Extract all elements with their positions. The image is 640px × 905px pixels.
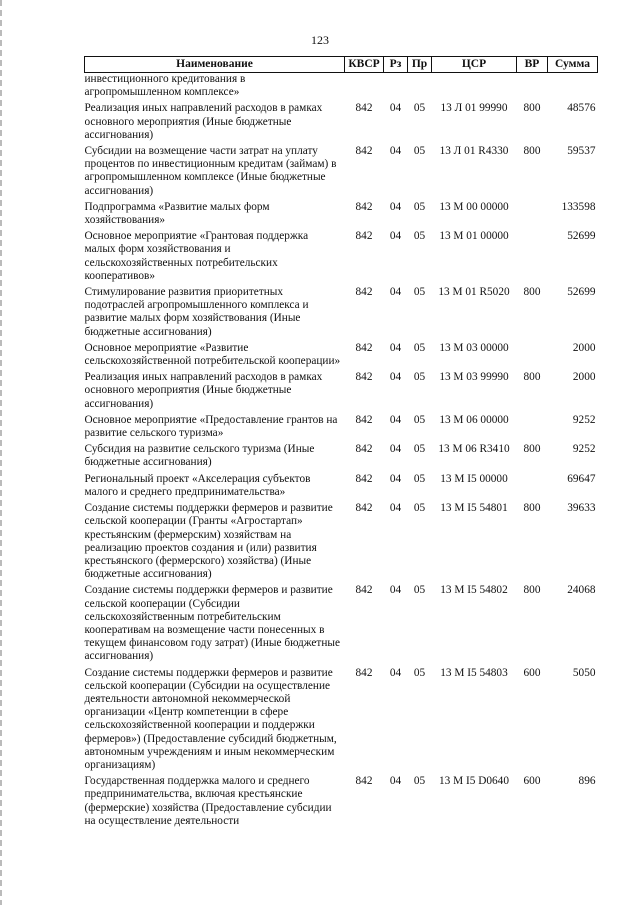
cell-vr (517, 230, 548, 286)
cell-kvsr: 842 (355, 371, 373, 384)
cell-sum: 2000 (572, 371, 596, 384)
cell-sum: 59537 (567, 145, 596, 158)
table-row (85, 667, 598, 776)
cell-pr: 05 (413, 584, 426, 597)
cell-csr: 13 М I5 54802 (440, 584, 508, 597)
cell-csr: 13 М 01 00000 (439, 230, 509, 243)
cell-csr: 13 М 01 R5020 (438, 286, 510, 299)
cell-sum: 9252 (572, 413, 596, 426)
cell-rz: 04 (389, 413, 402, 426)
table-row (85, 230, 598, 286)
cell-kvsr (345, 73, 384, 103)
cell-name: Реализация иных направлений расходов в рамках основного мероприятия (Иные бюджетные ассигнования) (84, 371, 323, 410)
cell-sum: 48576 (567, 102, 596, 115)
cell-rz: 04 (389, 472, 402, 485)
cell-pr: 05 (413, 413, 426, 426)
table-header-row (85, 57, 598, 73)
table-row (85, 775, 598, 831)
cell-kvsr: 842 (355, 443, 373, 456)
cell-sum: 39633 (567, 502, 596, 515)
cell-vr: 800 (523, 102, 541, 115)
header-name: Наименование (85, 57, 345, 73)
cell-sum: 24068 (567, 584, 596, 597)
cell-pr: 05 (413, 775, 426, 788)
table-row (85, 73, 598, 103)
cell-vr: 800 (523, 443, 541, 456)
cell-csr: 13 М 03 99990 (439, 371, 509, 384)
cell-pr: 05 (413, 472, 426, 485)
cell-rz: 04 (389, 443, 402, 456)
cell-kvsr: 842 (355, 413, 373, 426)
cell-name: Основное мероприятие «Развитие сельскохозяйственной потребительской кооперации» (84, 341, 341, 368)
cell-csr: 13 Л 01 99990 (440, 102, 508, 115)
header-pr: Пр (408, 57, 432, 73)
cell-name: Реализация иных направлений расходов в рамках основного мероприятия (Иные бюджетные ассигнования) (84, 102, 323, 141)
cell-sum (548, 73, 598, 103)
cell-sum: 69647 (567, 472, 596, 485)
header-rz: Рз (384, 57, 408, 73)
cell-kvsr: 842 (355, 502, 373, 515)
cell-pr: 05 (413, 371, 426, 384)
cell-pr: 05 (413, 200, 426, 213)
cell-pr: 05 (413, 145, 426, 158)
cell-csr: 13 М 00 00000 (439, 200, 509, 213)
cell-vr (517, 201, 548, 230)
table-row (85, 145, 598, 201)
cell-vr: 600 (523, 666, 541, 679)
header-kvsr: КВСР (345, 57, 384, 73)
cell-sum: 133598 (561, 200, 596, 213)
cell-rz: 04 (389, 341, 402, 354)
cell-pr: 05 (413, 666, 426, 679)
table-row (85, 584, 598, 666)
cell-sum: 52699 (567, 230, 596, 243)
cell-vr (517, 73, 548, 103)
header-sum: Сумма (548, 57, 598, 73)
table-row (85, 201, 598, 230)
cell-rz: 04 (389, 200, 402, 213)
cell-kvsr: 842 (355, 584, 373, 597)
table-row (85, 414, 598, 443)
cell-rz: 04 (389, 286, 402, 299)
budget-table (84, 56, 598, 831)
cell-sum: 2000 (572, 341, 596, 354)
cell-rz: 04 (389, 230, 402, 243)
header-vr: ВР (517, 57, 548, 73)
cell-name: Основное мероприятие «Предоставление грантов на развитие сельского туризма» (84, 413, 338, 440)
table-row (85, 102, 598, 145)
cell-rz: 04 (389, 102, 402, 115)
cell-name: Субсидия на развитие сельского туризма (Иные бюджетные ассигнования) (84, 443, 315, 469)
scan-left-edge (0, 0, 2, 905)
cell-vr: 800 (523, 502, 541, 515)
cell-kvsr: 842 (355, 286, 373, 299)
cell-pr: 05 (413, 286, 426, 299)
cell-csr: 13 М I5 D0640 (439, 775, 509, 788)
table-row (85, 502, 598, 584)
cell-pr: 05 (413, 102, 426, 115)
cell-csr: 13 М I5 00000 (440, 472, 508, 485)
cell-name: Создание системы поддержки фермеров и развитие сельской кооперации (Субсидии сельскохозяйственным потребительским кооперативам на возмещение части понесенных в текущем финансовом году затрат) (Иные бюджетные ассигнования) (84, 584, 340, 663)
cell-name: Стимулирование развития приоритетных подотраслей агропромышленного комплекса и развитие малых форм хозяйствования (Иные бюджетные ассигнования) (84, 286, 309, 338)
cell-name: Создание системы поддержки фермеров и развитие сельской кооперации (Субсидии на осуществление деятельности автономной некоммерческой организации «Центр компетенции в сфере сельскохозяйственной кооперации и поддержки фермеров») (Предоставление субсидий бюджетным, автономным учреждениям и иным некоммерческим организациям) (84, 666, 337, 771)
cell-name: Основное мероприятие «Грантовая поддержка малых форм хозяйствования и сельскохозяйственных потребительских кооперативов» (84, 230, 309, 282)
cell-csr: 13 М 03 00000 (439, 341, 509, 354)
cell-name: Государственная поддержка малого и среднего предпринимательства, включая крестьянские (фермерские) хозяйства (Предоставление субсидии на осуществление деятельности (84, 775, 332, 827)
cell-rz: 04 (389, 584, 402, 597)
cell-vr: 800 (523, 584, 541, 597)
cell-name: Региональный проект «Акселерация субъектов малого и среднего предпринимательства» (84, 472, 311, 498)
cell-kvsr: 842 (355, 145, 373, 158)
cell-pr: 05 (413, 341, 426, 354)
cell-vr: 800 (523, 145, 541, 158)
cell-rz: 04 (389, 666, 402, 679)
cell-sum: 896 (578, 775, 596, 788)
cell-name: Субсидии на возмещение части затрат на уплату процентов по инвестиционным кредитам (займам) в агропромышленном комплексе (Иные бюджетные ассигнования) (84, 145, 337, 197)
cell-pr: 05 (413, 443, 426, 456)
cell-kvsr: 842 (355, 666, 373, 679)
cell-sum: 52699 (567, 286, 596, 299)
cell-rz: 04 (389, 775, 402, 788)
table-row (85, 443, 598, 472)
table-row (85, 286, 598, 342)
cell-vr: 800 (523, 286, 541, 299)
table-row (85, 342, 598, 371)
cell-rz: 04 (389, 502, 402, 515)
cell-rz: 04 (389, 371, 402, 384)
cell-csr: 13 М I5 54803 (440, 666, 508, 679)
cell-kvsr: 842 (355, 472, 373, 485)
cell-vr: 600 (523, 775, 541, 788)
cell-name: Подпрограмма «Развитие малых форм хозяйствования» (84, 200, 270, 227)
table-row (85, 473, 598, 502)
cell-kvsr: 842 (355, 775, 373, 788)
cell-pr: 05 (413, 230, 426, 243)
header-csr: ЦСР (432, 57, 517, 73)
cell-pr: 05 (413, 502, 426, 515)
cell-kvsr: 842 (355, 230, 373, 243)
cell-name: Создание системы поддержки фермеров и развитие сельской кооперации (Гранты «Агростартап» крестьянским (фермерским) хозяйствам на реализацию проектов создания и (или) развития крестьянского (фермерского) хозяйства) (Иные бюджетные ассигнования) (84, 502, 333, 581)
cell-csr (432, 73, 517, 103)
cell-rz (384, 73, 408, 103)
cell-vr (517, 473, 548, 502)
cell-pr (408, 73, 432, 103)
cell-csr: 13 М 06 00000 (439, 413, 509, 426)
cell-kvsr: 842 (355, 102, 373, 115)
cell-vr: 800 (523, 371, 541, 384)
cell-kvsr: 842 (355, 200, 373, 213)
cell-sum: 9252 (572, 443, 596, 456)
cell-csr: 13 Л 01 R4330 (439, 145, 509, 158)
cell-csr: 13 М 06 R3410 (438, 443, 510, 456)
table-row (85, 371, 598, 414)
page-number: 123 (311, 33, 329, 47)
cell-vr (517, 342, 548, 371)
cell-vr (517, 414, 548, 443)
cell-csr: 13 М I5 54801 (440, 502, 508, 515)
cell-sum: 5050 (572, 666, 596, 679)
cell-kvsr: 842 (355, 341, 373, 354)
cell-rz: 04 (389, 145, 402, 158)
cell-name: инвестиционного кредитования в агропромышленном комплексе» (84, 73, 246, 99)
